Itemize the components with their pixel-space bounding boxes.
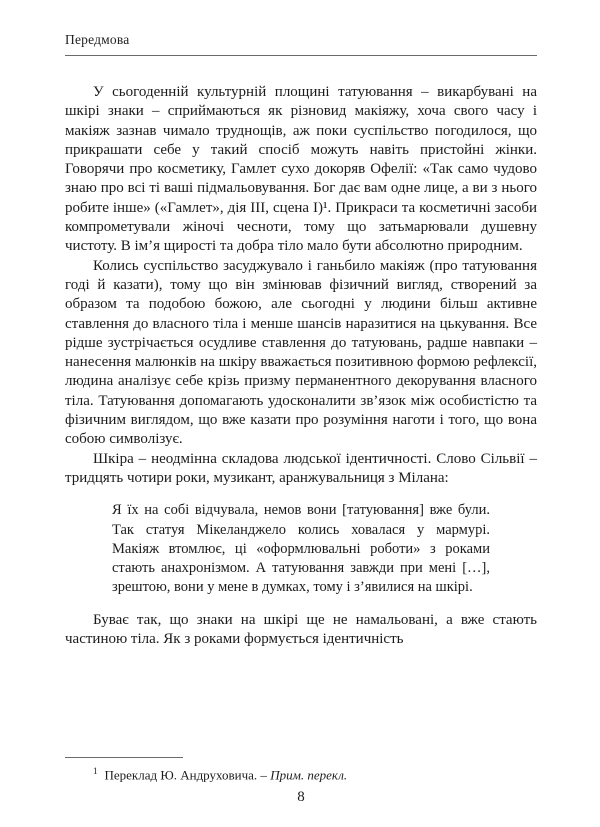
paragraph: Колись суспільство засуджувало і ганьбило макіяж (про татуювання годі й казати), тому що він змінював фізичний вигляд, створений за образом та подобою божою, але сьогодні у людини більш активне ставлення до власного тіла і менше шансів наразитися на цькування. Все рідше зустрічається осудливе ставлення до татуювань, радше навпаки – нанесення малюнків на шкіру вважається позитивною формою рефлексії, людина аналізує себе крізь призму перманентного декорування власного тіла. Татуювання допомагають удосконалити зв’язок між особистістю та фізичним виглядом, що вже казати про розуміння наготи і того, що вона собою символізує. bbox=[65, 257, 537, 448]
footnote-note: Прим. перекл. bbox=[270, 767, 348, 783]
paragraph: Буває так, що знаки на шкірі ще не намальовані, а вже стають частиною тіла. Як з роками формується ідентичність bbox=[65, 611, 537, 648]
footnote-text: Переклад Ю. Андруховича. – bbox=[104, 767, 271, 783]
running-head: Передмова bbox=[65, 32, 130, 47]
paragraph: Шкіра – неодмінна складова людської ідентичності. Слово Сільвії – тридцять чотири роки, музикант, аранжувальниця з Мілана: bbox=[65, 450, 537, 486]
footnote bbox=[65, 763, 537, 783]
block-quote: Я їх на собі відчувала, немов вони [татуювання] вже були. Так статуя Мікеланджело колись ховалася у мармурі. Макіяж втомлює, ці «оформлювальні роботи» з роками стають анахронізмом. А татуювання завжди при мені […], зрештою, вони у мене в думках, тому і з’явилися на шкірі. bbox=[112, 502, 490, 596]
header-divider bbox=[65, 55, 537, 56]
footnote-divider bbox=[65, 757, 183, 758]
body-text bbox=[65, 83, 537, 649]
page-number: 8 bbox=[297, 789, 305, 805]
footnote-marker: 1 bbox=[93, 766, 98, 776]
paragraph: У сьогоденній культурній площині татуювання – викарбувані на шкірі знаки – сприймаються як різновид макіяжу, хоча свого часу і макіяж зазнав чимало труднощів, аж поки суспільство погодилося, що прикрашати себе у такий спосіб можуть навіть пристойні жінки. Говорячи про косметику, Гамлет сухо докоряв Офелії: «Так само чудово знаю про всі ті ваші підмальовування. Бог дає вам одне лице, а ви з нього робите інше» («Гамлет», дія III, сцена I)¹. Прикраси та косметичні засоби компрометували жіночі чесноти, тому що затьмарювали душевну чистоту. В ім’я щирості та добра тіло мало бути абсолютно природним. bbox=[65, 84, 537, 255]
footnote-area bbox=[65, 757, 537, 783]
